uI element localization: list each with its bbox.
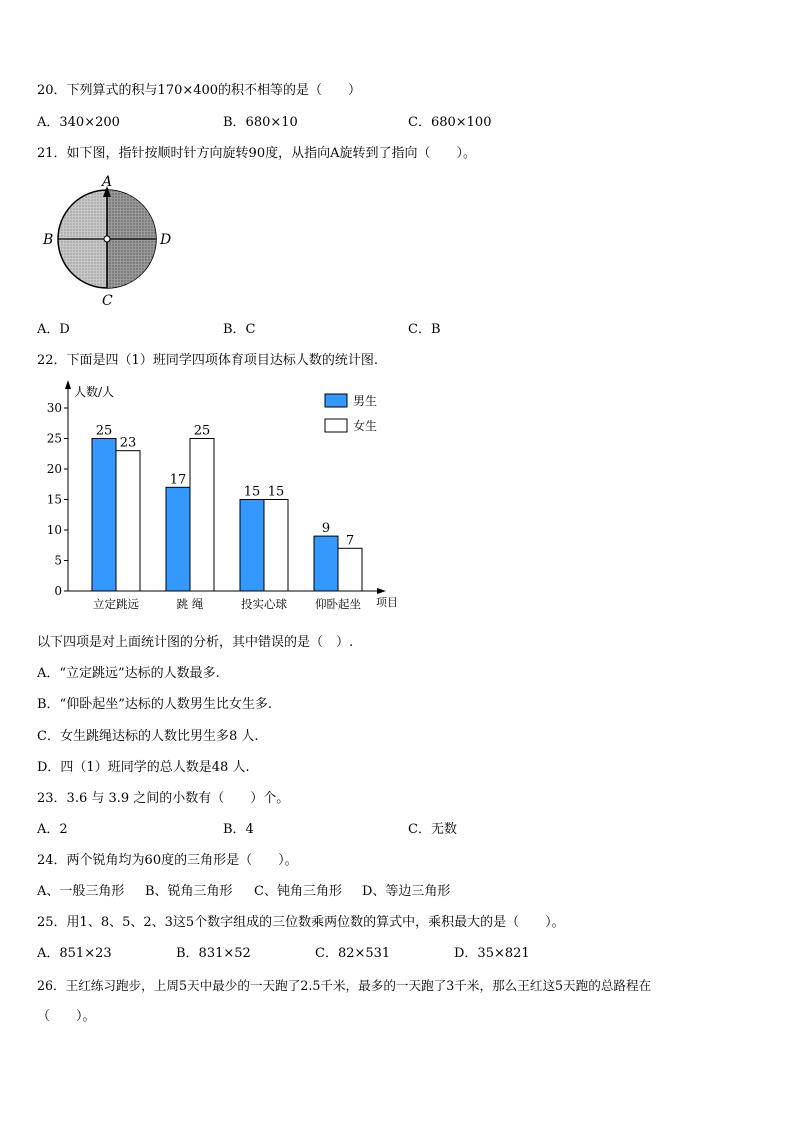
dial-label-a: A xyxy=(102,174,113,190)
q23-option-c: C．无数 xyxy=(408,822,457,837)
bar-boys xyxy=(314,536,338,591)
q25-option-d: D．35×821 xyxy=(454,946,530,961)
bar-boys xyxy=(166,487,190,591)
q24-option-d: D、等边三角形 xyxy=(362,884,451,899)
q25-option-a: A．851×23 xyxy=(37,946,112,961)
y-tick-label: 10 xyxy=(46,523,62,537)
category-label: 跳 绳 xyxy=(176,597,204,611)
bar-girls xyxy=(338,548,362,591)
q24-option-b: B、锐角三角形 xyxy=(145,884,233,899)
dial-label-c: C xyxy=(102,293,113,309)
q20-option-b: B．680×10 xyxy=(223,115,298,130)
bar-value-label: 25 xyxy=(95,423,113,439)
bar-value-label: 15 xyxy=(243,484,261,500)
legend-swatch xyxy=(325,419,347,432)
q20-option-a: A．340×200 xyxy=(37,115,120,130)
bar-girls xyxy=(190,439,214,592)
q22-option-b: B．“仰卧起坐”达标的人数男生比女生多. xyxy=(37,697,272,712)
q26-stem: 26．王红练习跑步，上周5天中最少的一天跑了2.5千米，最多的一天跑了3千米，那么王红这5天跑的总路程在 xyxy=(37,978,652,993)
bar-girls xyxy=(264,500,288,592)
bar-value-label: 7 xyxy=(345,533,355,549)
category-label: 投实心球 xyxy=(241,597,287,611)
legend-label: 男生 xyxy=(353,394,378,408)
y-axis-label: 人数/人 xyxy=(74,385,115,399)
q23-option-a: A．2 xyxy=(37,822,68,837)
q24-option-c: C、钝角三角形 xyxy=(254,884,342,899)
dial-label-d: D xyxy=(160,232,172,248)
q21-stem: 21．如下图，指针按顺时针方向旋转90度，从指向A旋转到了指向（ ）。 xyxy=(37,146,476,161)
y-tick-label: 30 xyxy=(46,401,62,415)
q20-option-c: C．680×100 xyxy=(408,115,492,130)
q22-option-c: C．女生跳绳达标的人数比男生多8 人. xyxy=(37,729,259,744)
q22-stem: 22．下面是四（1）班同学四项体育项目达标人数的统计图. xyxy=(37,353,378,368)
y-tick-label: 15 xyxy=(46,492,62,507)
q21-option-b: B．C xyxy=(223,322,256,337)
q21-option-a: A．D xyxy=(37,322,70,337)
bar-value-label: 23 xyxy=(119,435,137,451)
q21-option-c: C．B xyxy=(408,322,441,337)
y-tick-label: 5 xyxy=(54,553,62,568)
bar-girls xyxy=(116,451,140,591)
y-axis-arrow-icon xyxy=(65,380,71,389)
y-tick-label: 0 xyxy=(54,584,62,598)
q22-option-a: A．“立定跳远”达标的人数最多. xyxy=(37,666,220,681)
q22-analysis-prompt: 以下四项是对上面统计图的分析，其中错误的是（ ）. xyxy=(37,635,354,650)
q23-stem: 23．3.6 与 3.9 之间的小数有（ ）个。 xyxy=(37,791,290,806)
x-axis-arrow-icon xyxy=(377,588,386,594)
q26-stem-continued: （ ）。 xyxy=(37,1009,96,1024)
q24-stem: 24．两个锐角均为60度的三角形是（ ）。 xyxy=(37,853,298,868)
q22-option-d: D．四（1）班同学的总人数是48 人. xyxy=(37,760,250,775)
bar-value-label: 17 xyxy=(169,472,187,488)
legend-swatch xyxy=(325,394,347,407)
q25-stem: 25．用1、8、5、2、3这5个数字组成的三位数乘两位数的算式中，乘积最大的是（ ）。 xyxy=(37,915,565,930)
category-label: 立定跳远 xyxy=(93,597,139,611)
dial-label-b: B xyxy=(43,232,54,248)
bar-value-label: 15 xyxy=(267,484,285,500)
y-tick-label: 25 xyxy=(46,431,62,446)
q23-option-b: B．4 xyxy=(223,822,254,837)
bar-value-label: 25 xyxy=(193,423,211,439)
y-tick-label: 20 xyxy=(46,462,62,476)
q25-option-b: B．831×52 xyxy=(176,946,251,961)
legend-label: 女生 xyxy=(353,419,378,433)
bar-boys xyxy=(240,500,264,592)
bar-boys xyxy=(92,439,116,592)
q25-option-c: C．82×531 xyxy=(315,946,391,961)
category-label: 仰卧起坐 xyxy=(315,597,361,611)
q20-stem: 20．下列算式的积与170×400的积不相等的是（ ） xyxy=(37,83,362,98)
q24-option-a: A、一般三角形 xyxy=(37,884,125,899)
bar-value-label: 9 xyxy=(321,521,331,537)
x-axis-label: 项目 xyxy=(376,596,398,609)
